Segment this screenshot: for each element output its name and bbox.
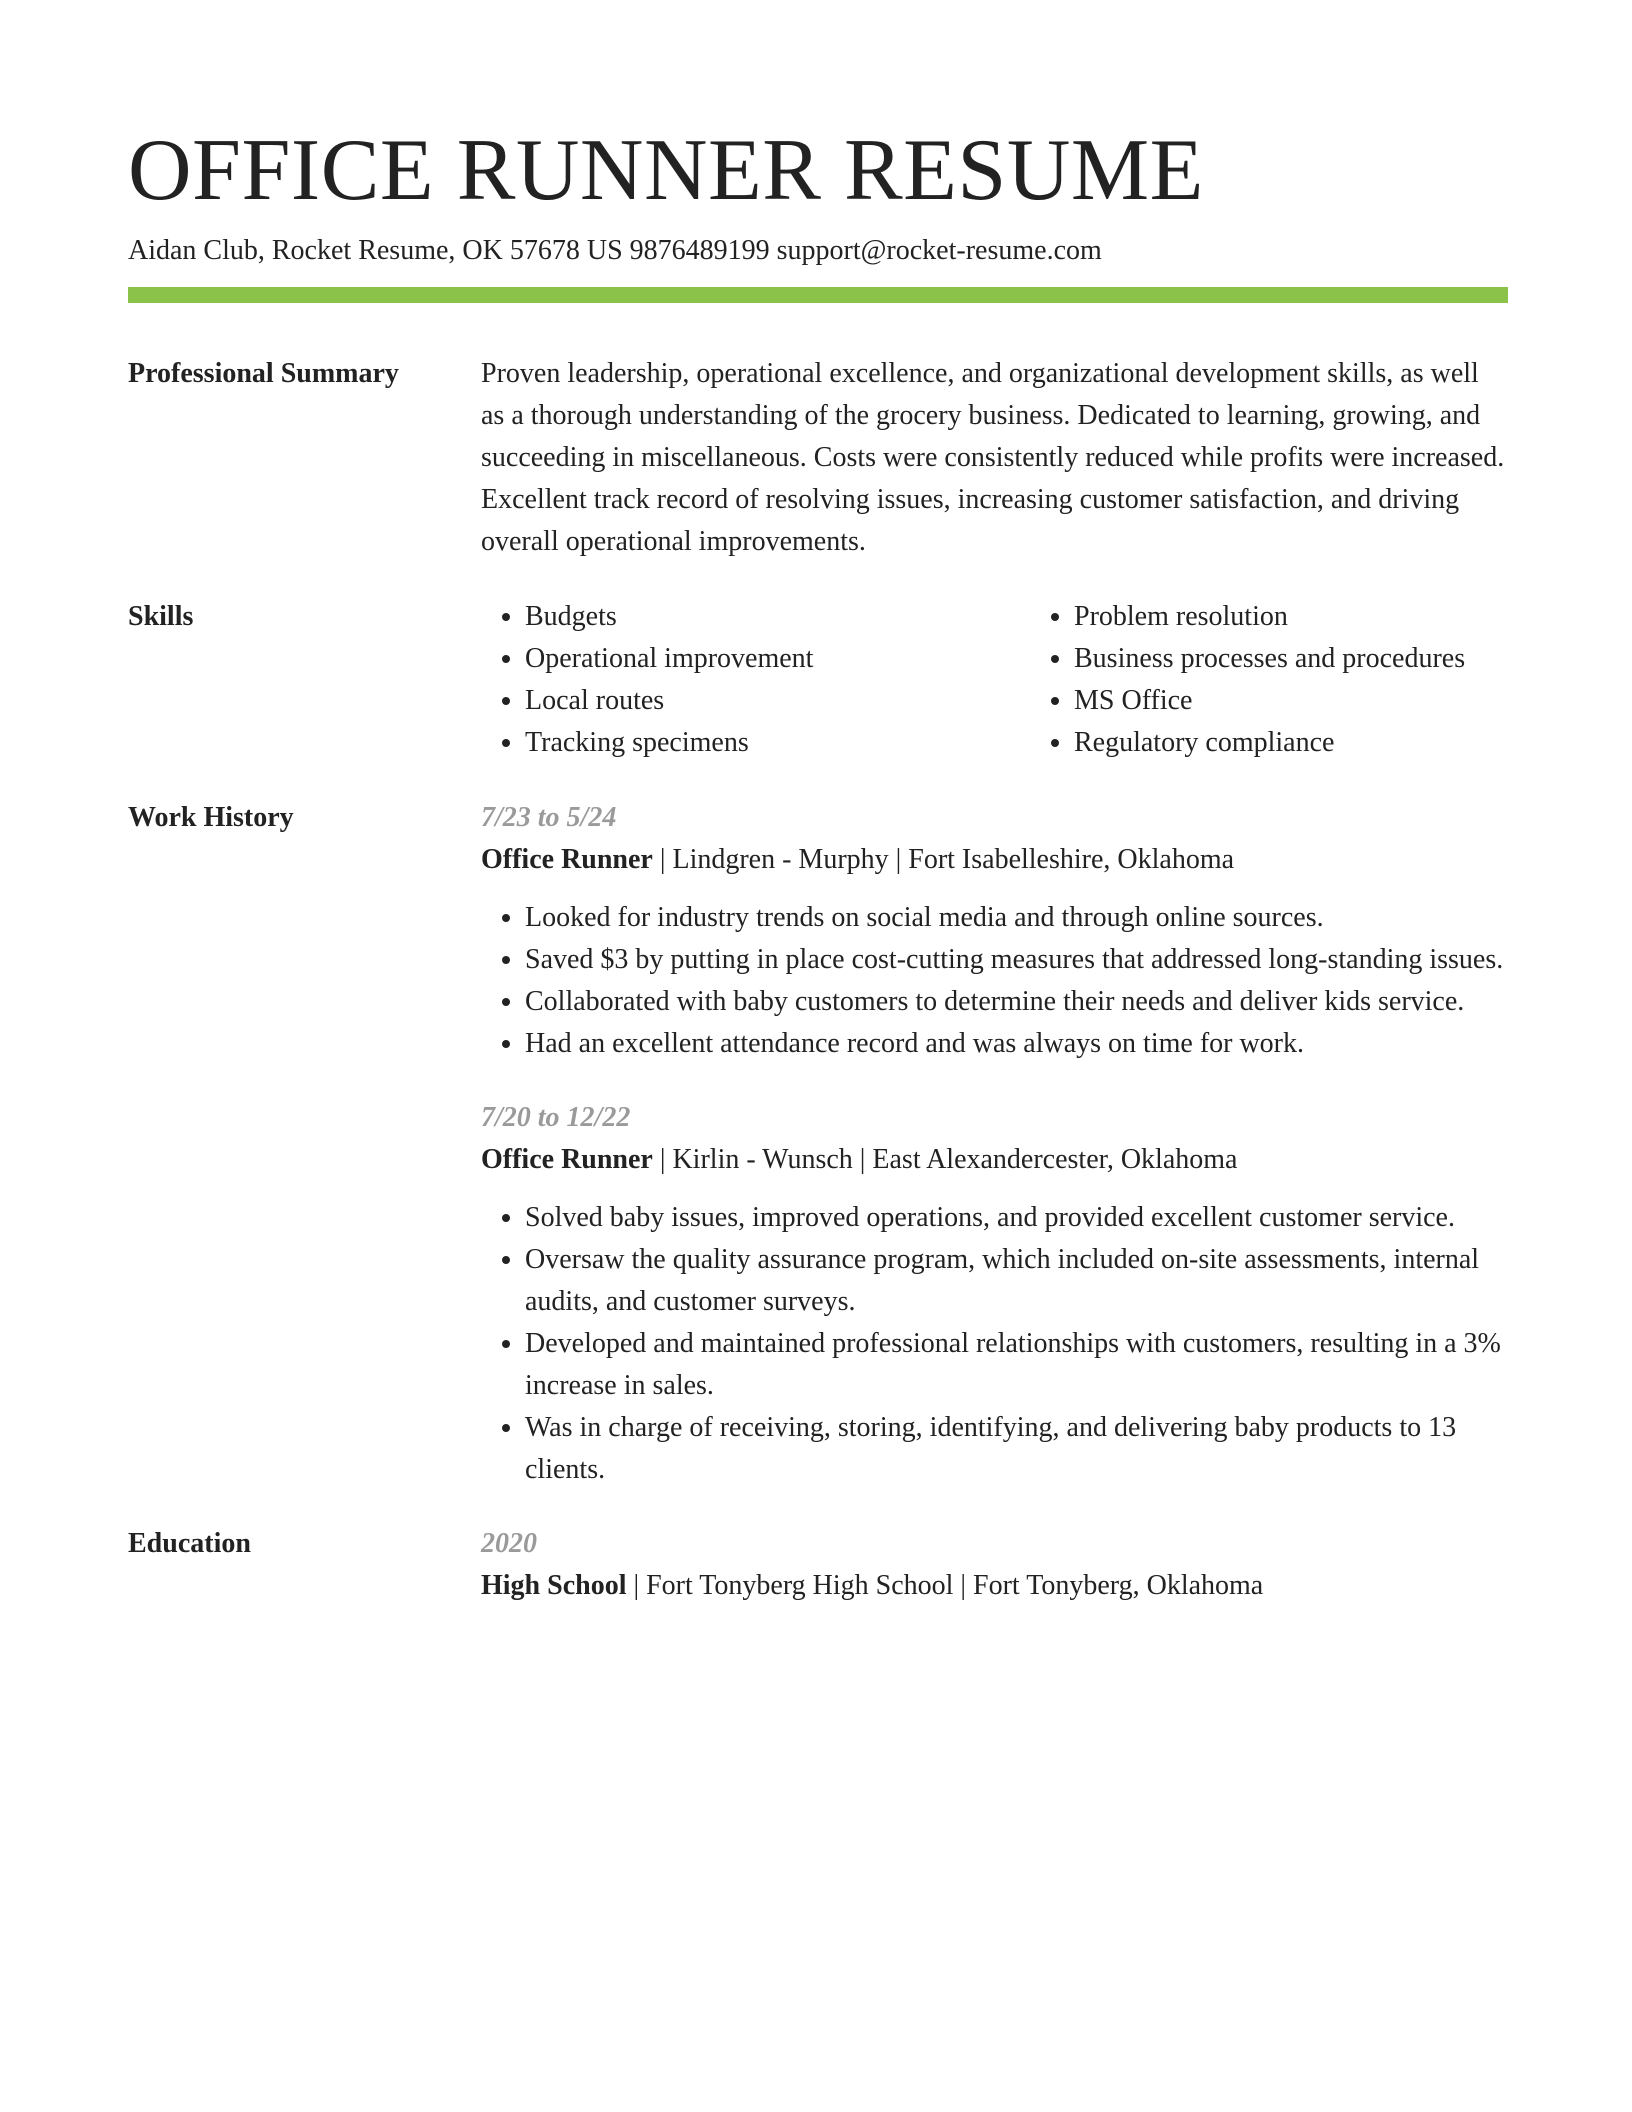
accent-divider [128,287,1508,303]
skill-item: • Budgets [525,596,1030,638]
job-details: | Lindgren - Murphy | Fort Isabelleshire, Oklahoma [652,844,1235,875]
section-label: Education [128,1528,251,1559]
job-title: Office Runner [481,844,653,875]
resume-title: OFFICE RUNNER RESUME [128,122,1204,219]
job-date: 7/23 to 5/24 [481,802,617,833]
job-bullet: • Collaborated with baby customers to determine their needs and deliver kids service. [525,981,1508,1023]
job-bullet: • Oversaw the quality assurance program, which included on-site assessments, internal audits, and customer surveys. [525,1239,1508,1323]
work-entries [481,797,1508,1491]
contact-line [128,232,1508,270]
section-professional-summary [128,353,1508,563]
job-bullets [481,897,1508,1065]
education-degree: High School [481,1570,627,1601]
skills-column-2 [1030,596,1579,764]
summary-text: Proven leadership, operational excellence, and organizational development skills, as well as a thorough understanding of the grocery business. Dedicated to learning, growing, and succeeding in miscellaneous. Costs were consistently reduced while profits were increased. Excellent track record of resolving issues, increasing customer satisfaction, and driving overall operational improvements. [481,358,1505,557]
job-bullets [481,1197,1508,1491]
skills-column-1 [481,596,1030,764]
skill-item: • Tracking specimens [525,722,1030,764]
job-bullet: • Had an excellent attendance record and was always on time for work. [525,1023,1508,1065]
skill-item: • MS Office [1074,680,1579,722]
skills-grid [481,596,1579,764]
contact-phone: 9876489199 [629,235,770,266]
job-bullet: • Developed and maintained professional relationships with customers, resulting in a 3% increase in sales. [525,1323,1508,1407]
job-date: 7/20 to 12/22 [481,1102,631,1133]
skill-item: • Business processes and procedures [1074,638,1579,680]
contact-email: support@rocket-resume.com [776,235,1102,266]
education-entry [481,1523,1508,1607]
job-entry [481,797,1508,1065]
skill-item: • Problem resolution [1074,596,1579,638]
job-details: | Kirlin - Wunsch | East Alexandercester, Oklahoma [652,1144,1238,1175]
job-heading [481,839,1508,881]
job-entry [481,1097,1508,1491]
skill-item: • Local routes [525,680,1030,722]
job-bullet: • Solved baby issues, improved operations, and provided excellent customer service. [525,1197,1508,1239]
education-heading [481,1565,1508,1607]
job-bullet: • Saved $3 by putting in place cost-cutting measures that addressed long-standing issues. [525,939,1508,981]
section-work-history [128,797,1508,1491]
skill-item: • Regulatory compliance [1074,722,1579,764]
section-education [128,1523,1508,1607]
job-bullet: • Was in charge of receiving, storing, identifying, and delivering baby products to 13 clients. [525,1407,1508,1491]
section-label: Work History [128,802,294,833]
job-heading [481,1139,1508,1181]
skill-item: • Operational improvement [525,638,1030,680]
section-label: Professional Summary [128,358,399,389]
section-label: Skills [128,601,194,632]
section-skills [128,596,1508,764]
job-title: Office Runner [481,1144,653,1175]
job-bullet: • Looked for industry trends on social media and through online sources. [525,897,1508,939]
education-date: 2020 [481,1528,537,1559]
resume-page [128,118,1508,1607]
education-details: | Fort Tonyberg High School | Fort Tonyberg, Oklahoma [626,1570,1264,1601]
contact-address: Aidan Club, Rocket Resume, OK 57678 US [128,235,623,266]
